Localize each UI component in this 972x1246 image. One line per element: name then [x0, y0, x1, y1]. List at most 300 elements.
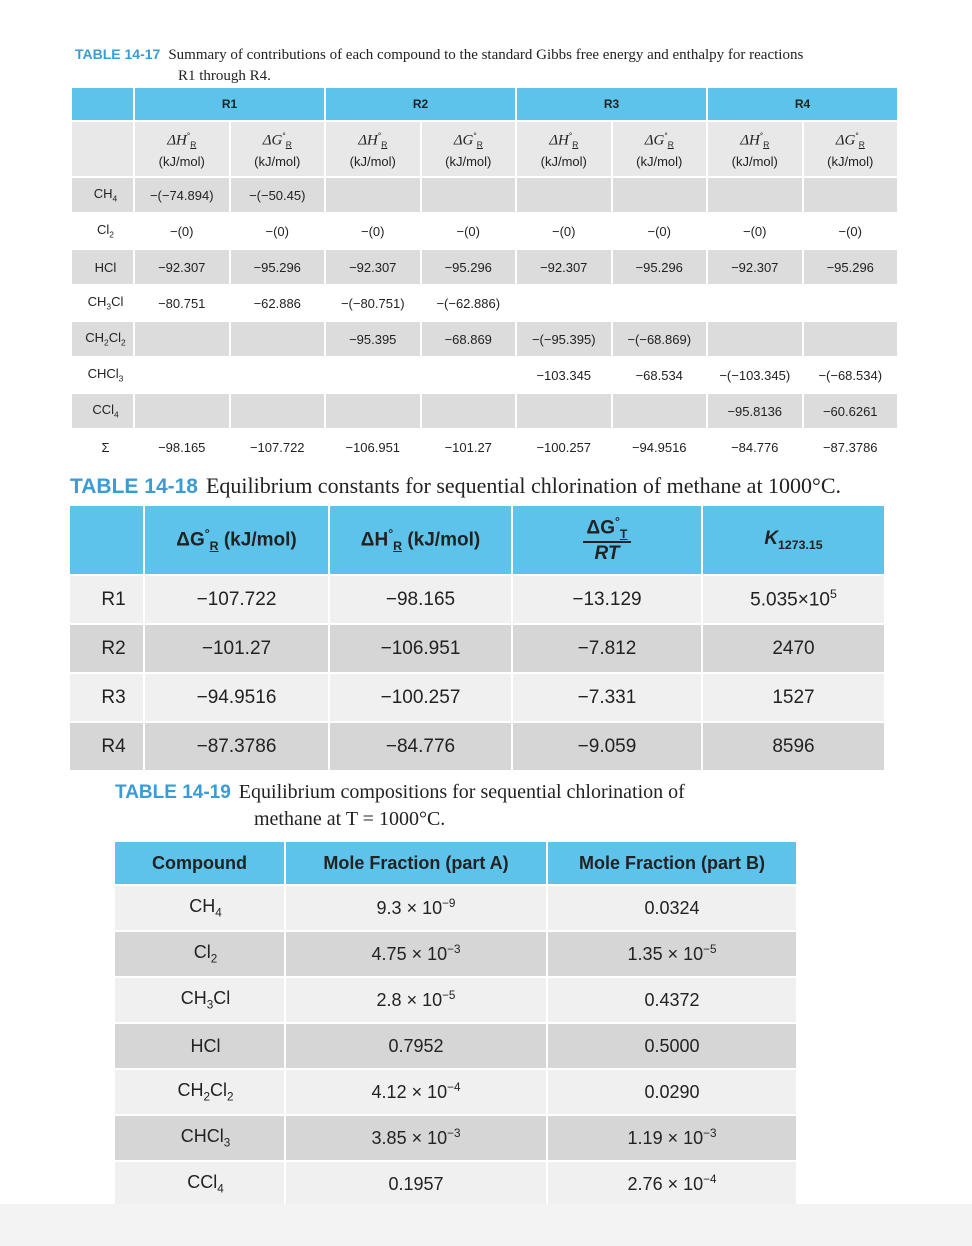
- ratio-cell: [512, 673, 702, 722]
- delta-g-symbol: ΔG: [262, 131, 283, 148]
- reaction-header: [325, 88, 516, 121]
- table19-number: TABLE 14-19: [115, 782, 231, 803]
- ratio-header: [512, 506, 702, 575]
- unit-label: (kJ/mol): [540, 154, 587, 170]
- gibbs-cell: [230, 393, 326, 429]
- compound-label: [115, 977, 285, 1023]
- compound-label: [115, 1161, 285, 1206]
- compound-subscript-2: 2: [227, 1090, 234, 1104]
- compound-label: [72, 357, 134, 393]
- compound-subscript: 3: [118, 373, 124, 384]
- reaction-label: R3: [603, 97, 620, 111]
- unit-label: (kJ/mol): [445, 154, 492, 170]
- cell-value: −80.751: [158, 295, 206, 311]
- compound-name: Σ: [101, 439, 110, 455]
- mole-fraction-a-cell: [285, 1069, 547, 1115]
- enthalpy-cell: [134, 213, 230, 249]
- enthalpy-cell: [325, 177, 421, 213]
- dg-header: [144, 506, 329, 575]
- mole-fraction-b-cell: [547, 1069, 797, 1115]
- compound-row: [72, 213, 898, 249]
- gibbs-cell: [421, 321, 517, 357]
- cell-value: −(−50.45): [249, 187, 306, 203]
- compound-tail: Cl: [108, 330, 122, 346]
- compound-name: HCl: [190, 1035, 221, 1056]
- gibbs-cell: [230, 285, 326, 321]
- table18-caption: [70, 473, 841, 499]
- compound-label: [72, 285, 134, 321]
- standard-state-mark: °$_R$: [568, 130, 579, 150]
- k-subscript: 1273.15: [778, 537, 823, 552]
- compound-subscript: 2: [203, 1090, 210, 1104]
- cell-value: −68.534: [635, 367, 683, 383]
- cell-value: −(−80.751): [340, 295, 405, 311]
- table17-corner-2: [72, 121, 134, 177]
- unit-label: (kJ/mol): [223, 529, 297, 551]
- cell-value: 4.75 × 10: [371, 944, 448, 964]
- column-header: [547, 842, 797, 885]
- gibbs-cell: [230, 249, 326, 285]
- gibbs-cell: [421, 393, 517, 429]
- exponent: −4: [447, 1081, 461, 1094]
- ratio-cell: [512, 624, 702, 673]
- composition-row: [115, 1069, 797, 1115]
- enthalpy-header: [325, 121, 421, 177]
- dh-header: [329, 506, 512, 575]
- delta-g-symbol: ΔG: [586, 517, 615, 539]
- enthalpy-cell: [707, 321, 803, 357]
- compound-name: Cl: [193, 942, 211, 963]
- gibbs-cell: [612, 177, 708, 213]
- enthalpy-cell: [134, 393, 230, 429]
- enthalpy-cell: [516, 249, 612, 285]
- gibbs-cell: [803, 285, 899, 321]
- sum-row: [72, 429, 898, 464]
- table19-caption-text-2: methane at T = 1000°C.: [254, 808, 446, 830]
- enthalpy-cell: [325, 213, 421, 249]
- enthalpy-cell: [707, 357, 803, 393]
- delta-h-symbol: ΔH: [549, 131, 569, 148]
- unit-label: (kJ/mol): [731, 154, 778, 170]
- mole-fraction-a-cell: [285, 977, 547, 1023]
- gibbs-cell: [803, 321, 899, 357]
- compound-label: [115, 1023, 285, 1069]
- cell-value: 0.4372: [644, 989, 700, 1010]
- mole-fraction-b-cell: [547, 1161, 797, 1206]
- gibbs-cell: [803, 177, 899, 213]
- cell-value: −(0): [361, 223, 385, 239]
- cell-value: −68.869: [444, 331, 492, 347]
- compound-name: CH: [189, 896, 216, 917]
- reaction-label: R1: [221, 97, 238, 111]
- standard-state-mark: °$_R$: [388, 526, 403, 554]
- compound-label: [72, 213, 134, 249]
- cell-value: −103.345: [536, 367, 592, 383]
- enthalpy-cell: [516, 213, 612, 249]
- standard-state-mark: °$_R$: [855, 130, 865, 150]
- reaction-row: [70, 673, 885, 722]
- compound-label: [72, 249, 134, 285]
- reaction-header: [707, 88, 898, 121]
- unit-label: (kJ/mol): [158, 154, 205, 170]
- page-bottom-band: [0, 1204, 972, 1246]
- reaction-name: R3: [101, 686, 126, 708]
- k-cell: [702, 722, 885, 770]
- unit-label: (kJ/mol): [254, 154, 301, 170]
- cell-value: 0.0324: [644, 897, 700, 918]
- k-cell: [702, 575, 885, 624]
- gibbs-cell: [612, 321, 708, 357]
- cell-value: −9.059: [577, 735, 637, 757]
- compound-subscript: 2: [109, 229, 114, 240]
- table18-corner: [70, 506, 144, 575]
- cell-value: −92.307: [158, 259, 206, 275]
- enthalpy-cell: [134, 285, 230, 321]
- mole-fraction-a-cell: [285, 885, 547, 931]
- exponent: −9: [442, 897, 456, 910]
- composition-row: [115, 1161, 797, 1206]
- gibbs-cell: [230, 321, 326, 357]
- exponent: −3: [447, 943, 461, 956]
- cell-value: −95.296: [826, 259, 874, 275]
- cell-value: −92.307: [731, 259, 779, 275]
- cell-value: −100.257: [536, 439, 592, 455]
- cell-value: −(−62.886): [436, 295, 501, 311]
- compound-subscript: 4: [113, 409, 119, 420]
- gibbs-cell: [421, 249, 517, 285]
- compound-row: [72, 357, 898, 393]
- gibbs-header: [230, 121, 326, 177]
- reaction-label: R4: [794, 97, 811, 111]
- cell-value: 3.85 × 10: [371, 1128, 448, 1148]
- ratio-cell: [512, 722, 702, 770]
- standard-state-mark: °$_R$: [473, 130, 483, 150]
- table17-corner: [72, 88, 134, 121]
- standard-state-mark: °$_R$: [282, 130, 292, 150]
- compound-subscript: 4: [215, 906, 222, 920]
- mole-fraction-b-cell: [547, 1023, 797, 1069]
- cell-value: −(0): [265, 223, 289, 239]
- gibbs-cell: [230, 177, 326, 213]
- compound-name: CHCl: [180, 1126, 224, 1147]
- k-header: [702, 506, 885, 575]
- gibbs-cell: [612, 249, 708, 285]
- enthalpy-cell: [325, 321, 421, 357]
- delta-g-symbol: ΔG: [453, 131, 474, 148]
- cell-value: 5.035×10: [750, 589, 830, 611]
- reaction-header: [134, 88, 325, 121]
- mole-fraction-a-cell: [285, 1023, 547, 1069]
- compound-label: [115, 1115, 285, 1161]
- ratio-numerator: [583, 515, 632, 543]
- compound-label: [115, 885, 285, 931]
- table17-quantity-header: [72, 121, 898, 177]
- composition-row: [115, 931, 797, 977]
- cell-value: −101.27: [444, 439, 492, 455]
- enthalpy-cell: [134, 357, 230, 393]
- exponent: −5: [442, 989, 456, 1002]
- compound-row: [72, 321, 898, 357]
- dh-cell: [329, 673, 512, 722]
- table18: [70, 506, 886, 770]
- dh-cell: [329, 624, 512, 673]
- cell-value: 1.19 × 10: [627, 1128, 704, 1148]
- compound-row: [72, 177, 898, 213]
- compound-subscript: 3: [206, 998, 214, 1012]
- standard-state-mark: °$_R$: [759, 130, 770, 150]
- compound-label: [72, 429, 134, 464]
- dg-cell: [144, 673, 329, 722]
- delta-h-symbol: ΔH: [167, 131, 187, 148]
- cell-value: −92.307: [349, 259, 397, 275]
- reaction-header: [516, 88, 707, 121]
- compound-subscript: 2: [104, 337, 109, 348]
- compound-label: [72, 393, 134, 429]
- compound-label: [115, 931, 285, 977]
- cell-value: −98.165: [385, 588, 456, 610]
- cell-value: −87.3786: [822, 439, 878, 455]
- enthalpy-cell: [134, 249, 230, 285]
- cell-value: −13.129: [572, 588, 642, 610]
- cell-value: 0.7952: [388, 1035, 444, 1056]
- compound-name: CH: [177, 1080, 204, 1101]
- cell-value: −(0): [647, 223, 671, 239]
- reaction-row: [70, 722, 885, 770]
- dg-cell: [144, 575, 329, 624]
- compound-row: [72, 285, 898, 321]
- enthalpy-cell: [325, 429, 421, 464]
- reaction-label: R2: [412, 97, 429, 111]
- gibbs-header: [421, 121, 517, 177]
- gibbs-cell: [421, 429, 517, 464]
- compound-name: HCl: [94, 259, 117, 275]
- enthalpy-cell: [707, 213, 803, 249]
- cell-value: −(0): [170, 223, 194, 239]
- enthalpy-cell: [134, 321, 230, 357]
- gibbs-cell: [421, 357, 517, 393]
- cell-value: 2.76 × 10: [627, 1174, 704, 1194]
- gibbs-cell: [421, 177, 517, 213]
- mole-fraction-a-cell: [285, 1161, 547, 1206]
- compound-subscript: 4: [112, 193, 118, 204]
- enthalpy-cell: [134, 429, 230, 464]
- unit-label: (kJ/mol): [349, 154, 396, 170]
- compound-name: CHCl: [87, 366, 119, 382]
- standard-state-mark: °$_R$: [186, 130, 197, 150]
- cell-value: 0.5000: [644, 1035, 700, 1056]
- gibbs-cell: [803, 357, 899, 393]
- mole-fraction-b-cell: [547, 885, 797, 931]
- cell-value: −106.951: [380, 637, 461, 659]
- cell-value: −92.307: [540, 259, 588, 275]
- cell-value: −107.722: [249, 439, 305, 455]
- compound-name: CH: [93, 186, 113, 202]
- cell-value: 1527: [772, 686, 815, 708]
- compound-name: CH: [87, 294, 107, 310]
- delta-g-symbol: ΔG: [176, 529, 205, 551]
- standard-state-mark: °$_T$: [614, 514, 628, 542]
- exponent: −3: [703, 1127, 717, 1140]
- table19-header: [115, 842, 797, 885]
- compound-name: CCl: [187, 1172, 218, 1193]
- compound-label: [115, 1069, 285, 1115]
- gibbs-cell: [612, 357, 708, 393]
- mole-fraction-a-cell: [285, 1115, 547, 1161]
- mole-fraction-b-cell: [547, 1115, 797, 1161]
- enthalpy-cell: [707, 285, 803, 321]
- composition-row: [115, 977, 797, 1023]
- compound-name: CH: [180, 988, 207, 1009]
- exponent: −5: [703, 943, 717, 956]
- reaction-label: [70, 673, 144, 722]
- dg-cell: [144, 722, 329, 770]
- table17-caption-text-2: R1 through R4.: [178, 68, 271, 84]
- table17-caption-text: Summary of contributions of each compound to the standard Gibbs free energy and enthalpy for reactions: [168, 47, 804, 63]
- exponent: −3: [447, 1127, 461, 1140]
- exponent: 5: [829, 587, 837, 602]
- delta-g-symbol: ΔG: [835, 131, 856, 148]
- cell-value: −7.812: [577, 637, 637, 659]
- enthalpy-cell: [325, 393, 421, 429]
- gibbs-cell: [421, 213, 517, 249]
- reaction-label: [70, 575, 144, 624]
- delta-h-symbol: ΔH: [740, 131, 760, 148]
- cell-value: 0.1957: [388, 1173, 444, 1194]
- column-header-label: Mole Fraction (part B): [578, 852, 765, 873]
- gibbs-cell: [803, 393, 899, 429]
- enthalpy-cell: [707, 249, 803, 285]
- dg-cell: [144, 624, 329, 673]
- cell-value: −(0): [552, 223, 576, 239]
- compound-tail: Cl: [213, 988, 231, 1009]
- dh-cell: [329, 575, 512, 624]
- cell-value: −98.165: [158, 439, 206, 455]
- cell-value: −84.776: [731, 439, 779, 455]
- enthalpy-cell: [325, 357, 421, 393]
- table19-caption: [115, 779, 685, 833]
- enthalpy-cell: [516, 393, 612, 429]
- gibbs-header: [612, 121, 708, 177]
- enthalpy-cell: [516, 429, 612, 464]
- compound-name: CCl: [92, 402, 114, 418]
- enthalpy-cell: [134, 177, 230, 213]
- reaction-label: [70, 722, 144, 770]
- k-symbol: K: [764, 528, 779, 550]
- table17-reaction-header: [72, 88, 898, 121]
- exponent: −4: [703, 1173, 717, 1186]
- composition-row: [115, 1023, 797, 1069]
- cell-value: −(−68.869): [627, 331, 692, 347]
- compound-name: Cl: [97, 222, 110, 238]
- enthalpy-cell: [516, 285, 612, 321]
- ratio-denominator: RT: [594, 543, 620, 565]
- mole-fraction-b-cell: [547, 977, 797, 1023]
- composition-row: [115, 1115, 797, 1161]
- enthalpy-cell: [707, 393, 803, 429]
- cell-value: −(−95.395): [531, 331, 596, 347]
- standard-state-mark: °$_R$: [204, 526, 219, 554]
- cell-value: −(−103.345): [719, 367, 791, 383]
- cell-value: −84.776: [385, 735, 456, 757]
- gibbs-cell: [612, 213, 708, 249]
- table17-caption: [75, 44, 905, 87]
- enthalpy-cell: [707, 177, 803, 213]
- gibbs-cell: [612, 393, 708, 429]
- cell-value: −(−74.894): [149, 187, 214, 203]
- cell-value: −(0): [456, 223, 480, 239]
- enthalpy-cell: [325, 285, 421, 321]
- composition-row: [115, 885, 797, 931]
- cell-value: 2.8 × 10: [376, 990, 443, 1010]
- gibbs-cell: [230, 213, 326, 249]
- delta-g-symbol: ΔG: [644, 131, 665, 148]
- standard-state-mark: °$_R$: [377, 130, 388, 150]
- cell-value: −62.886: [253, 295, 301, 311]
- k-cell: [702, 673, 885, 722]
- cell-value: −94.9516: [196, 686, 277, 708]
- cell-value: −95.296: [444, 259, 492, 275]
- column-header: [115, 842, 285, 885]
- reaction-name: R2: [101, 637, 126, 659]
- cell-value: −94.9516: [631, 439, 687, 455]
- cell-value: −95.296: [253, 259, 301, 275]
- cell-value: −87.3786: [196, 735, 277, 757]
- compound-subscript: 4: [217, 1182, 224, 1196]
- enthalpy-cell: [516, 357, 612, 393]
- mole-fraction-b-cell: [547, 931, 797, 977]
- cell-value: −101.27: [201, 637, 272, 659]
- reaction-name: R1: [101, 588, 126, 610]
- table17: [72, 88, 899, 464]
- table19-caption-text: Equilibrium compositions for sequential chlorination of: [238, 781, 685, 803]
- enthalpy-header: [516, 121, 612, 177]
- cell-value: 4.12 × 10: [371, 1082, 448, 1102]
- table18-number: TABLE 14-18: [70, 475, 198, 498]
- gibbs-cell: [612, 429, 708, 464]
- cell-value: −100.257: [380, 686, 461, 708]
- table19: [115, 842, 798, 1206]
- cell-value: 0.0290: [644, 1081, 700, 1102]
- delta-h-symbol: ΔH: [358, 131, 378, 148]
- ratio-cell: [512, 575, 702, 624]
- enthalpy-cell: [325, 249, 421, 285]
- cell-value: 9.3 × 10: [376, 898, 443, 918]
- cell-value: −95.296: [635, 259, 683, 275]
- cell-value: −7.331: [577, 686, 637, 708]
- k-cell: [702, 624, 885, 673]
- compound-subscript: 2: [210, 952, 218, 966]
- compound-tail: Cl: [210, 1080, 227, 1101]
- gibbs-cell: [230, 357, 326, 393]
- compound-tail: Cl: [111, 294, 124, 310]
- cell-value: −(−68.534): [818, 367, 883, 383]
- table18-caption-text: Equilibrium constants for sequential chlorination of methane at 1000°C.: [205, 473, 842, 498]
- enthalpy-cell: [707, 429, 803, 464]
- table18-header: [70, 506, 885, 575]
- cell-value: 2470: [772, 637, 815, 659]
- dh-cell: [329, 722, 512, 770]
- enthalpy-header: [707, 121, 803, 177]
- column-header-label: Mole Fraction (part A): [323, 852, 509, 873]
- gibbs-cell: [612, 285, 708, 321]
- cell-value: −107.722: [196, 588, 277, 610]
- cell-value: −(0): [838, 223, 862, 239]
- cell-value: −95.395: [349, 331, 397, 347]
- gibbs-header: [803, 121, 899, 177]
- standard-state-mark: °$_R$: [664, 130, 674, 150]
- column-header-label: Compound: [152, 852, 247, 873]
- gibbs-cell: [421, 285, 517, 321]
